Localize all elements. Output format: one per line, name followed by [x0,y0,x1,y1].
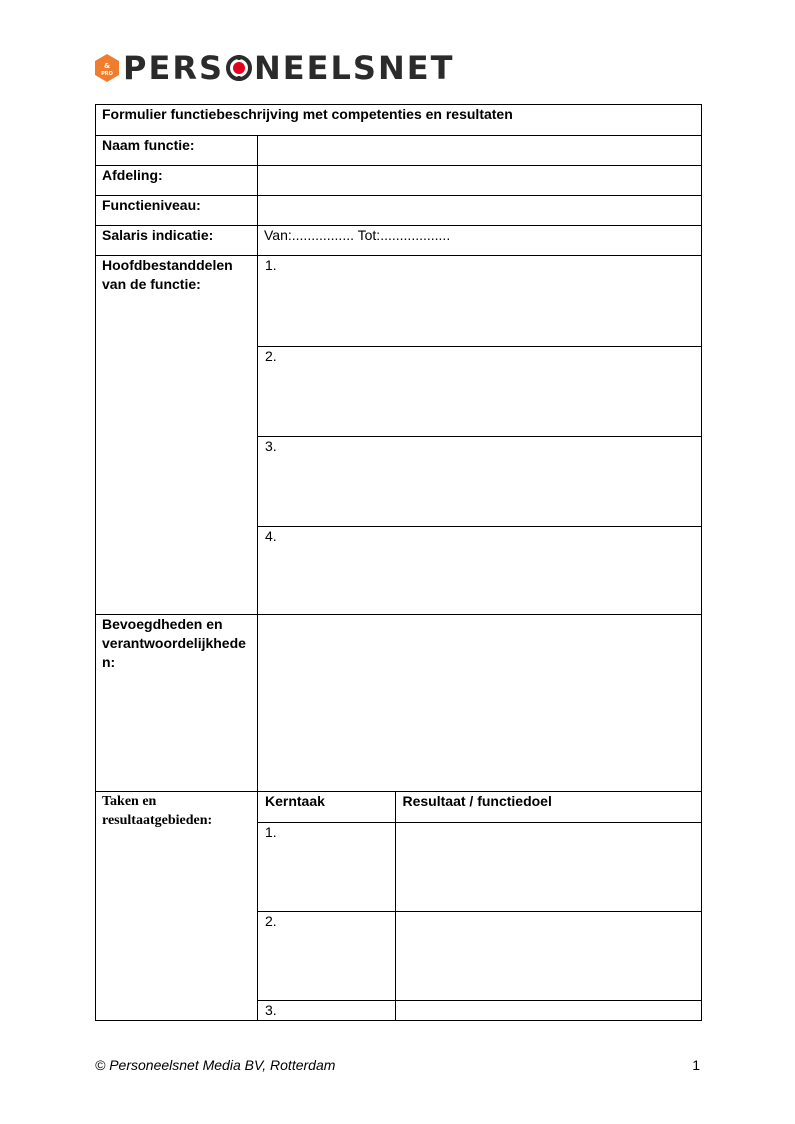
resultaat-item-1[interactable] [395,822,701,911]
salaris-field[interactable]: Van:................ Tot:.................. [258,226,702,256]
afdeling-label: Afdeling: [96,166,258,196]
naam-functie-field[interactable] [258,136,702,166]
function-description-form [95,104,702,1021]
svg-text:&: & [103,62,111,70]
col-resultaat-header: Resultaat / functiedoel [395,792,701,822]
taken-grid [258,792,701,1020]
hoofd-item-4[interactable]: 4. [265,527,277,544]
naam-functie-label: Naam functie: [96,136,258,166]
hexagon-badge-icon [94,53,120,83]
col-kerntaak-header: Kerntaak [258,792,395,822]
functieniveau-label: Functieniveau: [96,196,258,226]
hoofdbestanddelen-row [96,256,702,615]
bevoegdheden-label: Bevoegdheden en verantwoordelijkheden: [96,615,258,792]
resultaat-item-2[interactable] [395,911,701,1000]
naam-functie-row [96,136,702,166]
taken-cell [258,792,702,1021]
target-icon [226,55,252,81]
resultaat-item-3[interactable] [395,1000,701,1020]
hoofdbestanddelen-list [258,256,701,614]
logo-text-end: NEELSNET [254,49,455,87]
hoofd-item-3[interactable]: 3. [258,436,701,526]
form-title-row [96,105,702,136]
logo-wordmark [123,50,454,86]
kerntaak-item-1[interactable]: 1. [258,822,395,911]
bevoegdheden-field[interactable] [258,615,702,792]
functieniveau-field[interactable] [258,196,702,226]
hoofdbestanddelen-cell [258,256,702,615]
taken-label: Taken en resultaatgebieden: [96,792,258,1021]
footer-copyright: © Personeelsnet Media BV, Rotterdam [95,1057,336,1073]
kerntaak-item-2[interactable]: 2. [258,911,395,1000]
functieniveau-row [96,196,702,226]
page-number: 1 [692,1057,700,1073]
salaris-row [96,226,702,256]
svg-text:PRO: PRO [101,71,113,77]
bevoegdheden-row [96,615,702,792]
taken-row [96,792,702,1021]
hoofdbestanddelen-label: Hoofdbestanddelen van de functie: [96,256,258,615]
form-title: Formulier functiebeschrijving met competenties en resultaten [96,105,702,136]
kerntaak-item-3[interactable]: 3. [258,1000,395,1020]
salaris-label: Salaris indicatie: [96,226,258,256]
hoofd-item-2[interactable]: 2. [258,346,701,436]
personeelsnet-logo [94,50,454,86]
afdeling-field[interactable] [258,166,702,196]
logo-text-start: PERS [123,49,224,87]
hoofd-item-1[interactable]: 1. [258,256,701,346]
afdeling-row [96,166,702,196]
